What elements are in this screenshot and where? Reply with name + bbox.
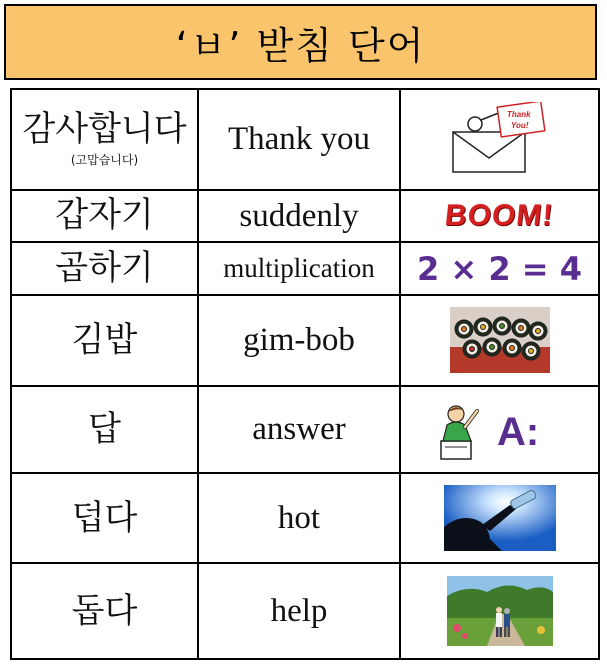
korean-cell [11,295,198,385]
thank-you-card-image [445,102,555,176]
korean-word: 감사합니다 [22,109,187,150]
vocabulary-table [10,88,600,660]
korean-word: 돕다 [71,590,138,631]
picture-cell [400,386,599,474]
korean-word: 덥다 [71,497,138,538]
english-word: hot [277,499,321,536]
hot-weather-photo [444,485,556,551]
table-row [11,473,599,563]
picture-cell [400,242,599,295]
english-word: help [270,592,328,629]
english-cell [198,473,400,563]
english-word: suddenly [239,197,359,234]
korean-cell [11,386,198,474]
english-cell [198,190,400,242]
english-word: multiplication [223,253,375,284]
page-title: ‘ㅂ’ 받침 단어 [175,23,426,68]
table-row [11,295,599,385]
picture-cell [400,190,599,242]
korean-word: 갑자기 [55,195,154,236]
picture-cell [400,295,599,385]
korean-cell [11,563,198,659]
picture-cell [400,563,599,659]
card-text-line1: Thank [506,110,531,120]
english-word: Thank you [227,120,371,157]
title-banner [4,4,597,80]
english-cell [198,295,400,385]
korean-cell [11,190,198,242]
english-cell [198,89,400,190]
gimbap-photo [450,307,550,373]
picture-cell [400,89,599,190]
multiplication-image [417,250,582,288]
korean-cell [11,89,198,190]
answer-image [435,397,565,461]
english-cell [198,563,400,659]
equation-text: 2 × 2 = 4 [417,249,582,288]
korean-word: 답 [88,408,121,449]
english-cell [198,386,400,474]
table-row [11,89,599,190]
picture-cell [400,473,599,563]
table-row [11,190,599,242]
table-row [11,242,599,295]
korean-word: 곱하기 [55,248,154,288]
korean-word: 김밥 [71,319,138,360]
english-word: gim-bob [243,321,355,358]
english-word: answer [252,410,346,447]
boom-image: BOOM! [443,199,556,233]
korean-word-note: (고맙습니다) [70,152,139,167]
korean-cell [11,473,198,563]
table-row [11,386,599,474]
helping-walk-photo [447,576,553,646]
card-text-line2: You! [510,121,528,131]
korean-cell [11,242,198,295]
answer-letter: A: [496,410,539,455]
english-cell [198,242,400,295]
table-row [11,563,599,659]
